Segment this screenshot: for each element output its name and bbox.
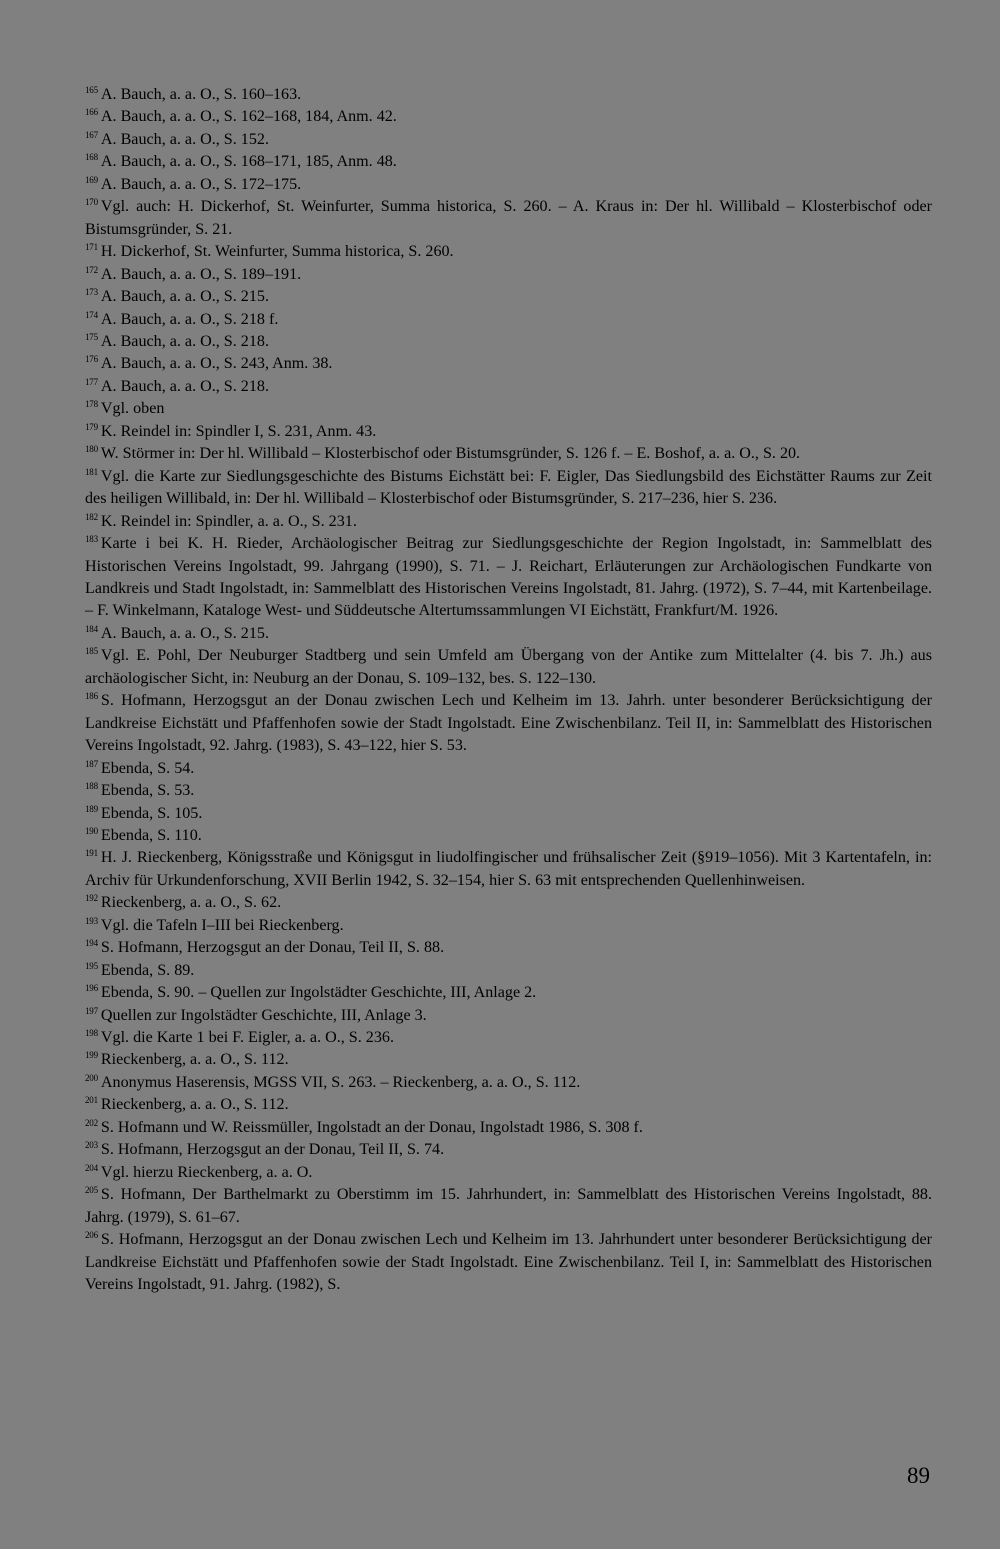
footnote-number: 168 xyxy=(85,152,98,163)
footnote-text: H. Dickerhof, St. Weinfurter, Summa historica, S. 260. xyxy=(100,243,454,261)
footnote-text: Ebenda, S. 90. – Quellen zur Ingolstädter Geschichte, III, Anlage 2. xyxy=(100,984,537,1002)
footnote-text: K. Reindel in: Spindler, a. a. O., S. 231. xyxy=(100,512,357,530)
footnote xyxy=(85,129,932,151)
footnote-number: 170 xyxy=(85,197,98,208)
footnote-number: 177 xyxy=(85,376,98,387)
footnote xyxy=(85,825,932,847)
footnote-text: Quellen zur Ingolstädter Geschichte, III, Anlage 3. xyxy=(100,1006,427,1024)
footnote xyxy=(85,106,932,128)
footnote-number: 166 xyxy=(85,107,98,118)
footnote-number: 206 xyxy=(85,1230,98,1241)
footnote-text: Vgl. E. Pohl, Der Neuburger Stadtberg und sein Umfeld am Übergang von der Antike zum Mittelalter (4. bis 7. Jh.) aus archäologischer Sicht, in: Neuburg an der Donau, S. 109–132, bes. S. 122–130. xyxy=(85,647,932,687)
footnote-text: S. Hofmann, Herzogsgut an der Donau zwischen Lech und Kelheim im 13. Jahrh. unter besonderer Berücksichtigung der Landkreise Eichstätt und Pfaffenhofen sowie der Stadt Ingolstadt. Eine Zwischenbilanz. Teil II, in: Sammelblatt des Historischen Vereins Ingolstadt, 92. Jahrg. (1983), S. 43–122, hier S. 53. xyxy=(85,692,932,755)
footnote xyxy=(85,398,932,420)
footnote xyxy=(85,533,932,623)
footnote-number: 179 xyxy=(85,421,98,432)
footnote-number: 189 xyxy=(85,803,98,814)
footnote-number: 187 xyxy=(85,758,98,769)
footnote-number: 202 xyxy=(85,1117,98,1128)
footnote xyxy=(85,960,932,982)
footnote xyxy=(85,353,932,375)
footnote-text: A. Bauch, a. a. O., S. 215. xyxy=(100,624,269,642)
footnote-number: 173 xyxy=(85,287,98,298)
footnote-text: Karte i bei K. H. Rieder, Archäologischer Beitrag zur Siedlungsgeschichte der Region Ingolstadt, in: Sammelblatt des Historischen Vereins Ingolstadt, 99. Jahrgang (1990), S. 71. – J. Reichart, Erläuterungen zur Archäologischen Fundkarte von Landkreis und Stadt Ingolstadt, in: Sammelblatt des Historischen Vereins Ingolstadt, 81. Jahrg. (1972), S. 7–44, mit Kartenbeilage. – F. Winkelmann, Kataloge West- und Süddeutsche Altertumssammlungen VI Eichstätt, Frankfurt/M. 1926. xyxy=(85,535,932,620)
footnote xyxy=(85,1184,932,1229)
footnote xyxy=(85,84,932,106)
footnote-text: Anonymus Haserensis, MGSS VII, S. 263. – Rieckenberg, a. a. O., S. 112. xyxy=(100,1073,581,1091)
footnote xyxy=(85,286,932,308)
footnote-text: S. Hofmann, Herzogsgut an der Donau zwischen Lech und Kelheim im 13. Jahrhundert unter besonderer Berücksichtigung der Landkreise Eichstätt und Pfaffenhofen sowie der Stadt Ingolstadt. Eine Zwischenbilanz. Teil I, in: Sammelblatt des Historischen Vereins Ingolstadt, 91. Jahrg. (1982), S. xyxy=(85,1231,932,1294)
footnote-number: 204 xyxy=(85,1162,98,1173)
footnote-text: A. Bauch, a. a. O., S. 189–191. xyxy=(100,265,302,283)
footnote-text: A. Bauch, a. a. O., S. 160–163. xyxy=(100,86,302,103)
footnote xyxy=(85,847,932,892)
footnote xyxy=(85,466,932,511)
footnote-number: 183 xyxy=(85,534,98,545)
footnote xyxy=(85,937,932,959)
footnote-text: Rieckenberg, a. a. O., S. 62. xyxy=(100,894,282,912)
footnote-list xyxy=(85,84,932,1296)
footnote-text: A. Bauch, a. a. O., S. 172–175. xyxy=(100,175,302,193)
footnote-text: S. Hofmann und W. Reissmüller, Ingolstadt an der Donau, Ingolstadt 1986, S. 308 f. xyxy=(100,1118,643,1136)
footnote-text: A. Bauch, a. a. O., S. 243, Anm. 38. xyxy=(100,355,333,373)
footnote-text: S. Hofmann, Der Barthelmarkt zu Oberstimm im 15. Jahrhundert, in: Sammelblatt des Historischen Vereins Ingolstadt, 88. Jahrg. (1979), S. 61–67. xyxy=(85,1186,932,1226)
footnote-number: 201 xyxy=(85,1095,98,1106)
footnote xyxy=(85,915,932,937)
footnote-number: 172 xyxy=(85,264,98,275)
footnote-text: Vgl. auch: H. Dickerhof, St. Weinfurter, Summa historica, S. 260. – A. Kraus in: Der hl. Willibald – Klosterbischof oder Bistumsgründer, S. 21. xyxy=(85,198,932,238)
footnote xyxy=(85,241,932,263)
footnote-number: 169 xyxy=(85,174,98,185)
footnote-number: 194 xyxy=(85,938,98,949)
footnote xyxy=(85,376,932,398)
footnote-text: Ebenda, S. 53. xyxy=(100,782,195,800)
footnote-number: 180 xyxy=(85,444,98,455)
footnote-text: Vgl. die Karte 1 bei F. Eigler, a. a. O., S. 236. xyxy=(100,1029,394,1047)
footnote-number: 171 xyxy=(85,242,98,253)
page-number: 89 xyxy=(907,1463,930,1488)
footnote-text: A. Bauch, a. a. O., S. 218. xyxy=(100,377,269,395)
footnote-number: 165 xyxy=(85,85,98,95)
footnote xyxy=(85,1229,932,1296)
footnote-number: 176 xyxy=(85,354,98,365)
footnote-number: 195 xyxy=(85,960,98,971)
footnote xyxy=(85,623,932,645)
footnote xyxy=(85,151,932,173)
footnote xyxy=(85,1117,932,1139)
footnote xyxy=(85,1162,932,1184)
footnote-number: 185 xyxy=(85,646,98,657)
footnote-text: Vgl. die Tafeln I–III bei Rieckenberg. xyxy=(100,916,344,934)
footnote-number: 190 xyxy=(85,825,98,836)
footnote-number: 192 xyxy=(85,893,98,904)
footnote-text: Ebenda, S. 89. xyxy=(100,961,195,979)
footnote-number: 167 xyxy=(85,129,98,140)
footnote xyxy=(85,264,932,286)
footnote xyxy=(85,309,932,331)
footnote-number: 188 xyxy=(85,781,98,792)
footnote-text: K. Reindel in: Spindler I, S. 231, Anm. 43. xyxy=(100,422,377,440)
footnote-text: Rieckenberg, a. a. O., S. 112. xyxy=(100,1051,289,1069)
footnote xyxy=(85,331,932,353)
footnote xyxy=(85,982,932,1004)
footnote xyxy=(85,196,932,241)
footnote xyxy=(85,803,932,825)
footnote-text: A. Bauch, a. a. O., S. 218 f. xyxy=(100,310,279,328)
footnote xyxy=(85,1027,932,1049)
footnote xyxy=(85,1072,932,1094)
footnote xyxy=(85,443,932,465)
footnote-text: A. Bauch, a. a. O., S. 152. xyxy=(100,130,269,148)
footnote-text: A. Bauch, a. a. O., S. 162–168, 184, Anm. 42. xyxy=(100,108,397,126)
footnote-number: 174 xyxy=(85,309,98,320)
footnote-number: 196 xyxy=(85,983,98,994)
footnote xyxy=(85,758,932,780)
footnote-number: 182 xyxy=(85,511,98,522)
footnote-number: 198 xyxy=(85,1028,98,1039)
footnote-text: Rieckenberg, a. a. O., S. 112. xyxy=(100,1096,289,1114)
footnote xyxy=(85,1049,932,1071)
footnote xyxy=(85,511,932,533)
footnote-number: 205 xyxy=(85,1185,98,1196)
footnote-text: W. Störmer in: Der hl. Willibald – Klosterbischof oder Bistumsgründer, S. 126 f. – E. Boshof, a. a. O., S. 20. xyxy=(100,445,801,463)
footnote-text: A. Bauch, a. a. O., S. 218. xyxy=(100,332,269,350)
footnote-number: 175 xyxy=(85,331,98,342)
footnote-text: Vgl. die Karte zur Siedlungsgeschichte des Bistums Eichstätt bei: F. Eigler, Das Siedlungsbild des Eichstätter Raums zur Zeit des heiligen Willibald, in: Der hl. Willibald – Klosterbischof oder Bistumsgründer, S. 217–236, hier S. 236. xyxy=(85,467,932,508)
footnote-number: 197 xyxy=(85,1005,98,1016)
footnote-number: 191 xyxy=(85,848,98,859)
footnote-number: 186 xyxy=(85,691,98,702)
footnote-text: Ebenda, S. 54. xyxy=(100,759,195,777)
footnote xyxy=(85,1005,932,1027)
footnote-text: Vgl. hierzu Rieckenberg, a. a. O. xyxy=(100,1163,313,1181)
footnote xyxy=(85,174,932,196)
footnote xyxy=(85,645,932,690)
footnote-text: S. Hofmann, Herzogsgut an der Donau, Teil II, S. 74. xyxy=(100,1141,445,1159)
footnote-text: A. Bauch, a. a. O., S. 168–171, 185, Anm. 48. xyxy=(100,153,397,171)
footnote xyxy=(85,780,932,802)
footnote-text: Vgl. oben xyxy=(100,400,165,418)
footnote-number: 184 xyxy=(85,623,98,634)
footnote-text: S. Hofmann, Herzogsgut an der Donau, Teil II, S. 88. xyxy=(100,939,445,957)
footnote-number: 181 xyxy=(85,466,98,477)
footnote xyxy=(85,892,932,914)
footnote-number: 199 xyxy=(85,1050,98,1061)
footnote-text: A. Bauch, a. a. O., S. 215. xyxy=(100,288,269,306)
footnote xyxy=(85,1094,932,1116)
footnote-number: 178 xyxy=(85,399,98,410)
footnote-number: 200 xyxy=(85,1072,98,1083)
footnote-number: 193 xyxy=(85,915,98,926)
footnote-text: H. J. Rieckenberg, Königsstraße und Königsgut in liudolfingischer und frühsalischer Zeit (§919–1056). Mit 3 Kartentafeln, in: Archiv für Urkundenforschung, XVII Berlin 1942, S. 32–154, hier S. 63 mit entsprechenden Quellenhinweisen. xyxy=(85,849,932,889)
footnote-text: Ebenda, S. 105. xyxy=(100,804,203,822)
footnote xyxy=(85,421,932,443)
footnote-text: Ebenda, S. 110. xyxy=(100,826,202,844)
footnote xyxy=(85,1139,932,1161)
footnote-number: 203 xyxy=(85,1140,98,1151)
footnote xyxy=(85,690,932,757)
